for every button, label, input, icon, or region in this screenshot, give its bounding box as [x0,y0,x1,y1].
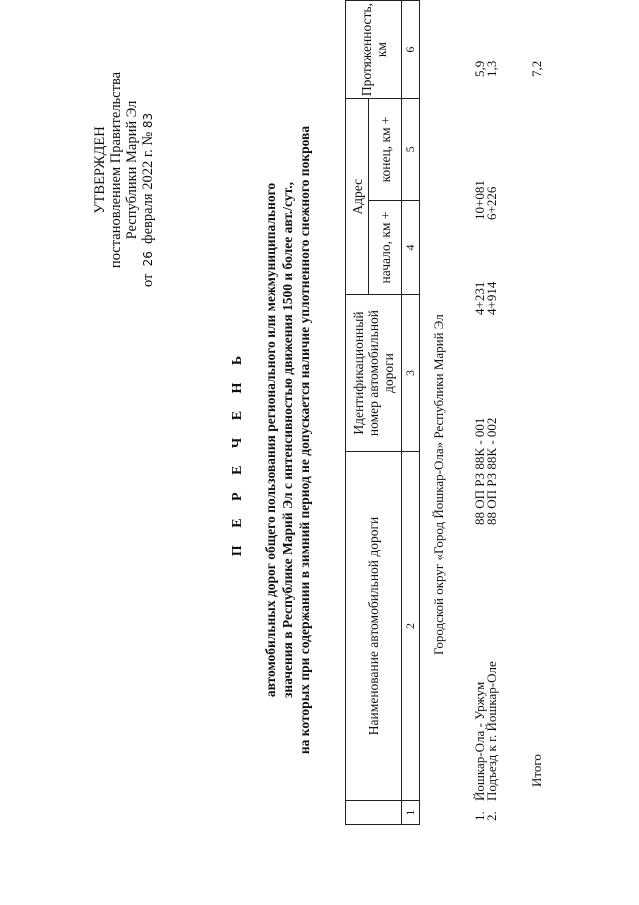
row-number: 1. [472,811,487,821]
road-name: Подъезд к г. Йошкар-Оле [484,661,499,801]
road-id: 88 ОП РЗ 88К - 001 [472,417,487,525]
approval-date-prefix: от [140,273,156,287]
approval-date-line [140,45,156,295]
column-number: 1 [402,801,420,825]
header-length: Протяженность, км [346,1,402,99]
header-start: начало, км + [369,200,402,295]
approval-heading: УТВЕРЖДЕН [92,126,108,214]
header-id: Идентификационный номер автомобильной дороги [346,295,402,451]
road-end: 10+081 [472,180,487,220]
header-end: конец, км + [369,99,402,200]
header-name: Наименование автомобильной дороги [346,451,402,800]
subtitle-line-3: на которых при содержании в зимний период не допускается наличие уплотненного снежного покрова [297,125,312,755]
road-start: 4+231 [472,281,487,315]
header-row [346,1,369,825]
column-number: 3 [402,295,420,451]
total-label: Итого [529,754,544,787]
approval-line-1: постановлением Правительства [108,71,124,269]
document-subtitle [262,75,313,805]
column-number-row [402,1,420,825]
section-title: Городской округ «Город Йошкар-Ола» Республики Марий Эл [431,314,446,655]
column-number: 4 [402,200,420,295]
column-number: 6 [402,1,420,99]
header-address: Адрес [346,99,369,295]
approval-day: 26 [141,251,155,267]
roads-table [345,0,420,825]
approval-stamp [92,45,156,295]
road-length: 5,9 [472,60,487,77]
total-value: 7,2 [529,60,544,77]
document-title: П Е Р Е Ч Е Н Ь [230,348,245,557]
row-number: 2. [484,811,499,821]
road-start: 4+914 [484,281,499,315]
road-id: 88 ОП РЗ 88К - 002 [484,417,499,525]
subtitle-line-1: автомобильных дорог общего пользования регионального или межмуниципального [263,182,278,698]
road-length: 1,3 [484,60,499,77]
subtitle-line-2: значения в Республике Марий Эл с интенсивностью движения 1500 и более авт./сут., [280,182,295,699]
road-end: 6+226 [484,186,499,220]
header-num-cell [346,801,402,825]
column-number: 2 [402,451,420,800]
column-number: 5 [402,99,420,200]
approval-month-year: февраля 2022 г. № [140,131,156,244]
approval-line-2: Республики Марий Эл [124,100,140,240]
approval-number: 83 [141,112,155,129]
road-name: Йошкар-Ола - Уржум [472,681,487,801]
